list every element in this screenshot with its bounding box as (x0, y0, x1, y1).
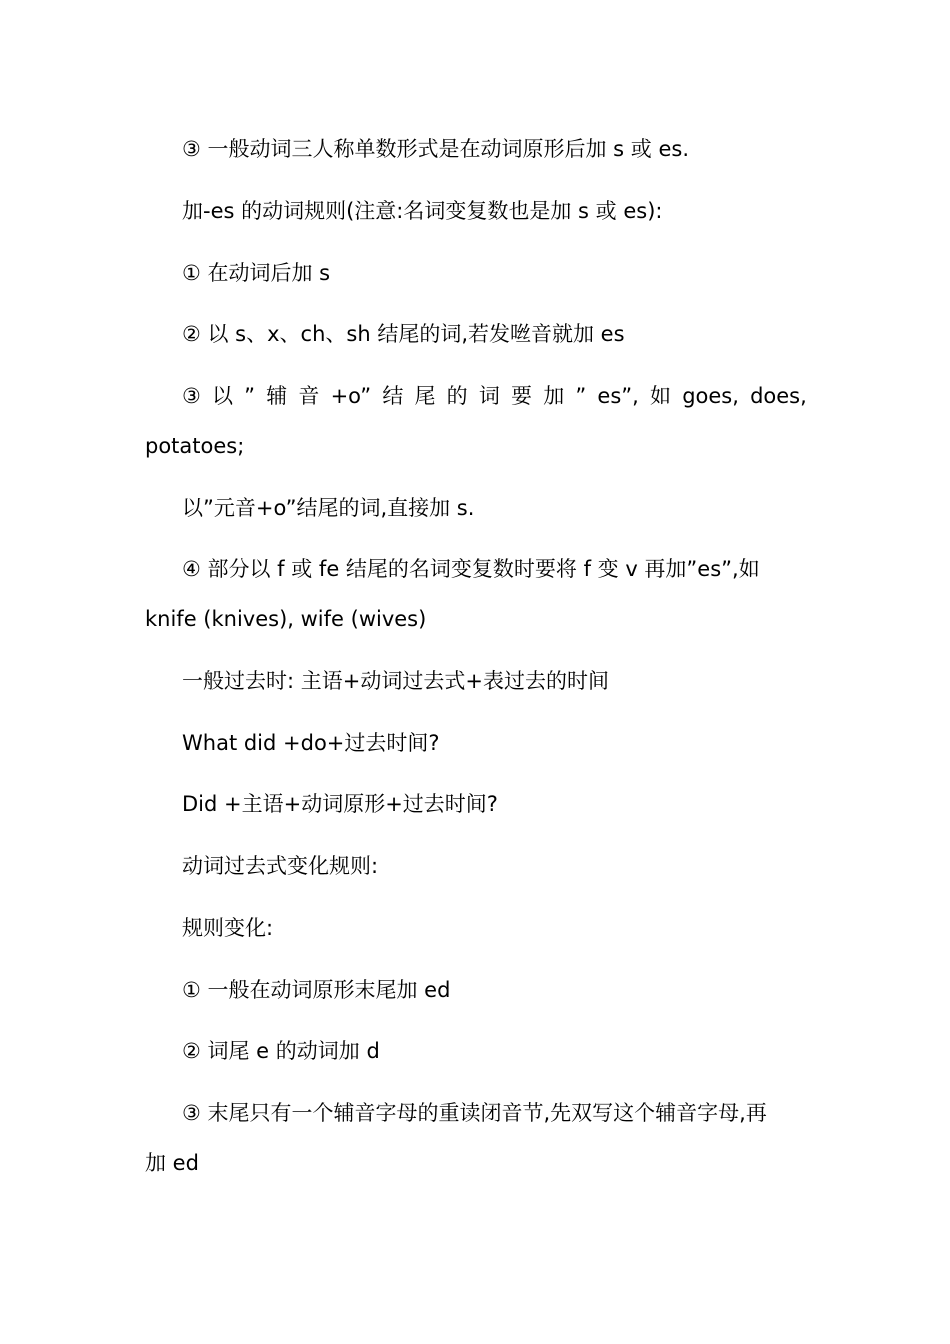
word: goes, (682, 384, 739, 408)
paragraph-rule-3-consonant-o (182, 383, 807, 409)
paragraph-simple-past-heading: 一般过去时: 主语+动词过去式+表过去的时间 (182, 669, 609, 693)
paragraph-what-did-pattern: What did +do+过去时间? (182, 731, 440, 755)
word: 结 (382, 384, 404, 408)
paragraph-past-rule-2: ② 词尾 e 的动词加 d (182, 1039, 380, 1063)
word: 以 (212, 384, 233, 408)
paragraph-past-rule-3: ③ 末尾只有一个辅音字母的重读闭音节,先双写这个辅音字母,再 (182, 1101, 767, 1125)
word: 尾 (414, 384, 436, 408)
word: 加 (543, 384, 565, 408)
word: 要 (511, 384, 533, 408)
paragraph-es-rules-heading: 加-es 的动词规则(注意:名词变复数也是加 s 或 es): (182, 199, 663, 223)
word: 的 (446, 384, 468, 408)
paragraph-rule-1-add-s: ① 在动词后加 s (182, 261, 331, 285)
paragraph-rule-3-third-person: ③ 一般动词三人称单数形式是在动词原形后加 s 或 es. (182, 137, 690, 161)
paragraph-past-rule-1: ① 一般在动词原形末尾加 ed (182, 978, 451, 1002)
word: 音 (298, 384, 320, 408)
word: 辅 (266, 384, 288, 408)
paragraph-vowel-o-rule: 以”元音+o”结尾的词,直接加 s. (182, 496, 475, 520)
paragraph-regular-changes-heading: 规则变化: (182, 916, 274, 940)
word: ” (244, 384, 256, 408)
word: does, (750, 384, 807, 408)
paragraph-rule-2-sibilant: ② 以 s、x、ch、sh 结尾的词,若发咝音就加 es (182, 322, 625, 346)
paragraph-did-pattern: Did +主语+动词原形+过去时间? (182, 792, 498, 816)
word: 词 (478, 384, 500, 408)
word: ” (575, 384, 587, 408)
word: es”, (597, 384, 639, 408)
paragraph-rule-4-continuation: knife (knives), wife (wives) (145, 607, 427, 631)
paragraph-rule-3-continuation: potatoes; (145, 434, 245, 458)
word: 如 (650, 384, 672, 408)
word: +o” (330, 384, 372, 408)
paragraph-rule-4-f-fe: ④ 部分以 f 或 fe 结尾的名词变复数时要将 f 变 v 再加”es”,如 (182, 557, 760, 581)
word: ③ (182, 384, 201, 408)
paragraph-past-rule-3-continuation: 加 ed (145, 1151, 199, 1175)
paragraph-past-tense-rules-heading: 动词过去式变化规则: (182, 854, 379, 878)
